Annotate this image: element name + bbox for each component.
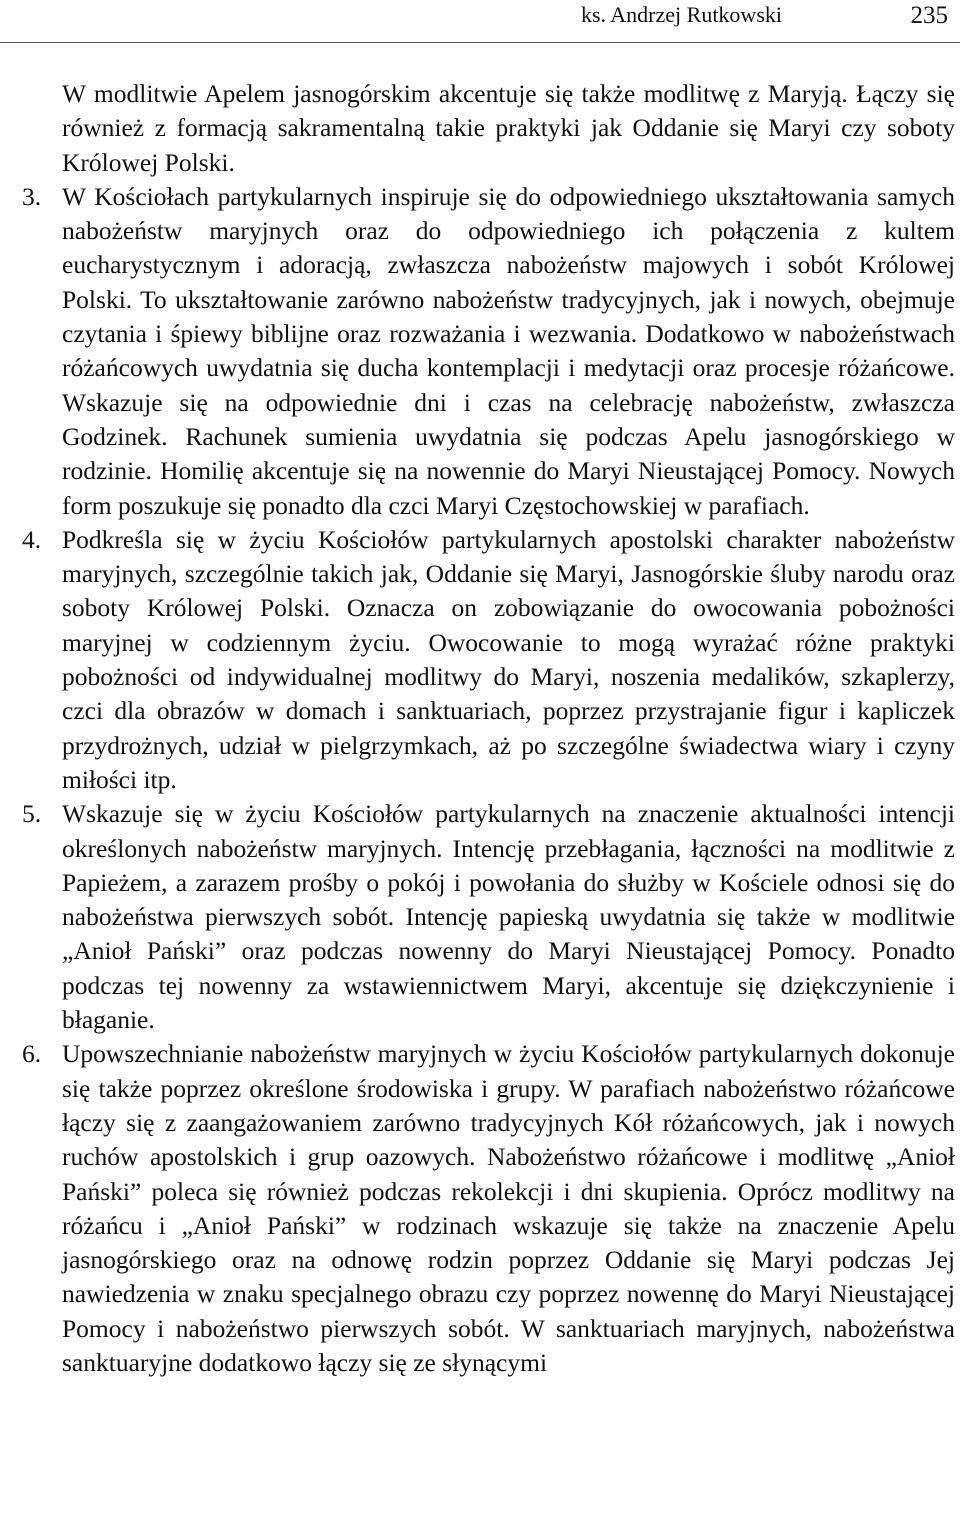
body-text [22, 77, 955, 1380]
list-item-6 [22, 1037, 955, 1380]
item-number: 6. [22, 1039, 42, 1069]
list-item-5 [22, 797, 955, 1037]
item-number: 4. [22, 524, 42, 554]
header-author: ks. Andrzej Rutkowski [580, 2, 782, 27]
paragraph-text: Upowszechnianie nabożeństw maryjnych w życiu Kościołów partykularnych dokonuje się także poprzez określone środowiska i grupy. W parafiach nabożeństwo różańcowe łączy się z zaangażowaniem zarówno tradycyjnych Kół różańcowych, jak i nowych ruchów apostolskich i grup oazowych. Nabożeństwo różańcowe i modlitwę „Anioł Pański” poleca się również podczas rekolekcji i dni skupienia. Oprócz modlitwy na różańcu i „Anioł Pański” w rodzinach wskazuje się także na znaczenie Apelu jasnogórskiego oraz na odnowę rodzin poprzez Oddanie się Maryi podczas Jej nawiedzenia w znaku specjalnego obrazu czy poprzez nowennę do Maryi Nieustającej Pomocy i nabożeństwo pierwszych sobót. W sanktuariach maryjnych, nabożeństwa sanktuaryjne dodatkowo łączy się ze słynącymi [62, 1039, 955, 1377]
item-number: 3. [22, 181, 42, 211]
page-number: 235 [910, 2, 948, 29]
paragraph-text: W Kościołach partykularnych inspiruje się do odpowiedniego ukształtowania samych nabożeństw maryjnych oraz do odpowiedniego ich połączenia z kultem eucharystycznym i adoracją, zwłaszcza nabożeństw majowych i sobót Królowej Polski. To ukształtowanie zarówno nabożeństw tradycyjnych, jak i nowych, obejmuje czytania i śpiewy biblijne oraz rozważania i wezwania. Dodatkowo w nabożeństwach różańcowych uwydatnia się ducha kontemplacji i medytacji oraz procesje różańcowe. Wskazuje się na odpowiednie dni i czas na celebrację nabożeństw, zwłaszcza Godzinek. Rachunek sumienia uwydatnia się podczas Apelu jasnogórskiego w rodzinie. Homilię akcentuje się na nowennie do Maryi Nieustającej Pomocy. Nowych form poszukuje się ponadto dla czci Maryi Częstochowskiej w parafiach. [62, 181, 955, 520]
list-item-3 [22, 180, 955, 523]
paragraph-intro [62, 77, 955, 180]
item-number: 5. [22, 799, 42, 829]
running-header [0, 0, 960, 44]
paragraph-text: W modlitwie Apelem jasnogórskim akcentuje się także modlitwę z Maryją. Łączy się również z formacją sakramentalną takie praktyki jak Oddanie się Maryi czy soboty Królowej Polski. [62, 79, 955, 177]
paragraph-text: Podkreśla się w życiu Kościołów partykularnych apostolski charakter nabożeństw maryjnych, szczególnie takich jak, Oddanie się Maryi, Jasnogórskie śluby narodu oraz soboty Królowej Polski. Oznacza on zobowiązanie do owocowania pobożności maryjnej w codziennym życiu. Owocowanie to mogą wyrażać różne praktyki pobożności od indywidualnej modlitwy do Maryi, noszenia medalików, szkaplerzy, czci dla obrazów w domach i sanktuariach, poprzez przystrajanie figur i kapliczek przydrożnych, udział w pielgrzymkach, aż po szczególne świadectwa wiary i czyny miłości itp. [62, 524, 955, 794]
header-rule [0, 42, 960, 43]
list-item-4 [22, 523, 955, 797]
paragraph-text: Wskazuje się w życiu Kościołów partykularnych na znaczenie aktualności intencji określonych nabożeństw maryjnych. Intencję przebłagania, łączności na modlitwie z Papieżem, a zarazem prośby o pokój i powołania do służby w Kościele odnosi się do nabożeństwa pierwszych sobót. Intencję papieską uwydatnia się także w modlitwie „Anioł Pański” oraz podczas nowenny do Maryi Nieustającej Pomocy. Ponadto podczas tej nowenny za wstawiennictwem Maryi, akcentuje się dziękczynienie i błaganie. [62, 799, 955, 1035]
